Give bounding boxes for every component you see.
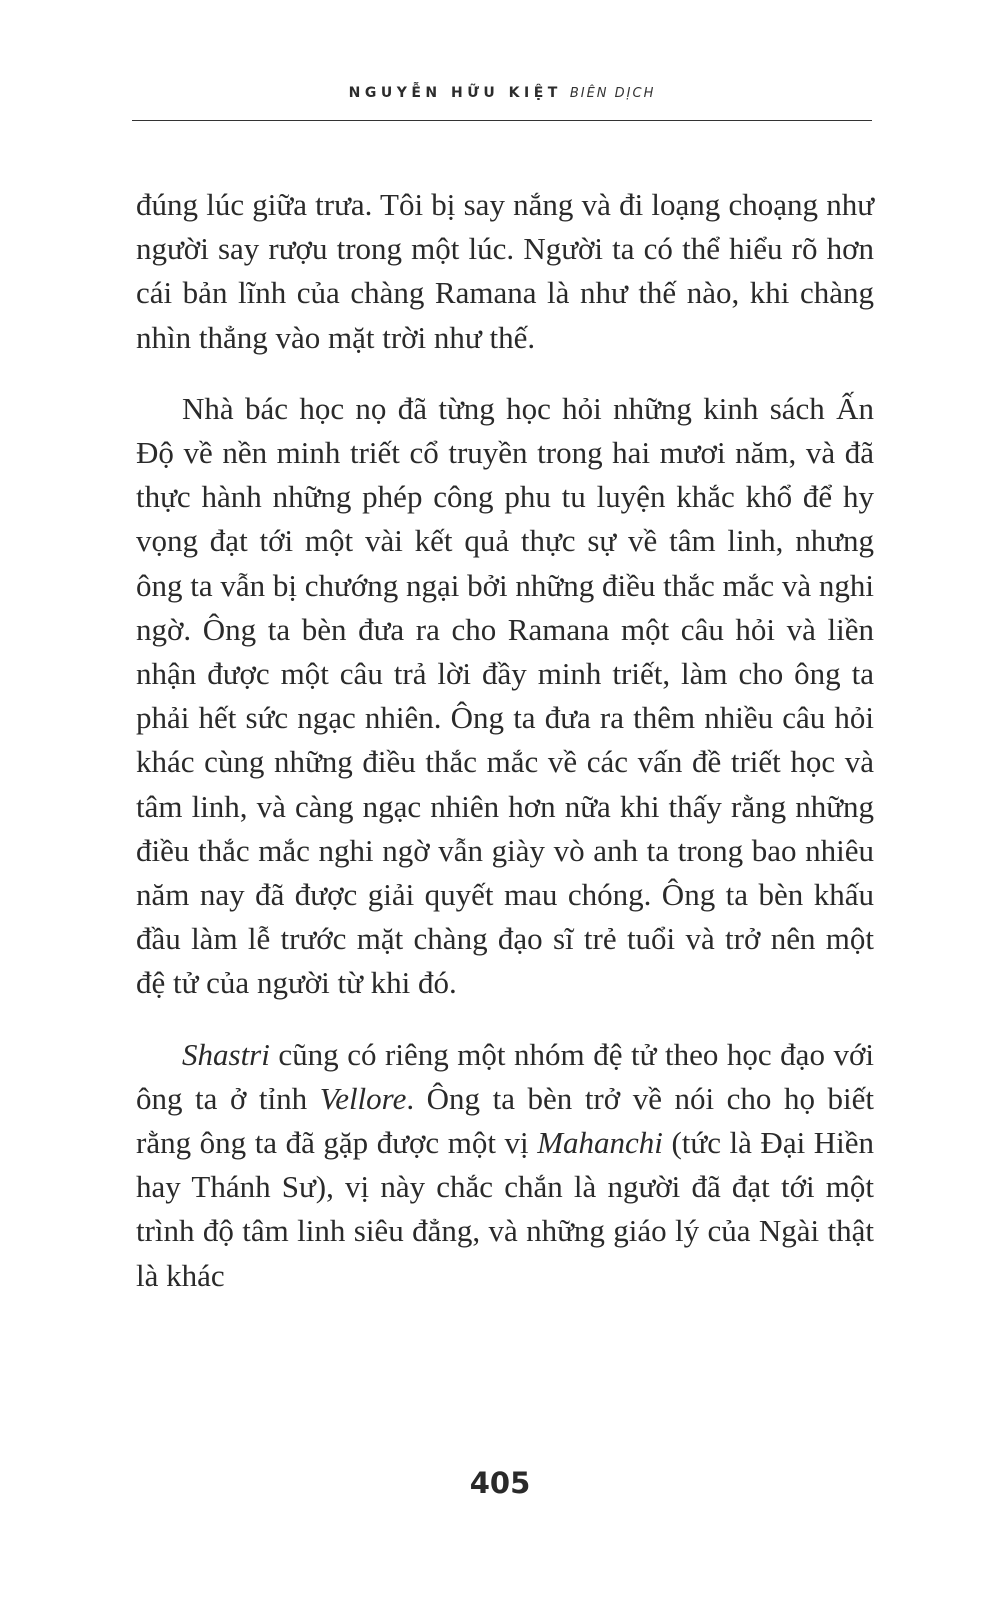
paragraph-1 <box>136 183 874 360</box>
page-number: 405 <box>469 1466 531 1500</box>
paragraph-3-text-b: . Ông ta bèn trở về nói cho họ biết rằng ông ta đã gặp được một vị <box>136 1080 874 1161</box>
header-role: BIÊN DỊCH <box>569 86 656 101</box>
italic-term-vellore: Vellore <box>319 1080 407 1116</box>
paragraph-2-text: Nhà bác học nọ đã từng học hỏi những kinh sách Ấn Độ về nền minh triết cổ truyền trong hai mươi năm, và đã thực hành những phép công phu tu luyện khắc khổ để hy vọng đạt tới một vài kết quả thực sự về tâm linh, nhưng ông ta vẫn bị chướng ngại bởi những điều thắc mắc và nghi ngờ. Ông ta bèn đưa ra cho Ramana một câu hỏi và liền nhận được một câu trả lời đầy minh triết, làm cho ông ta phải hết sức ngạc nhiên. Ông ta đưa ra thêm nhiều câu hỏi khác cùng những điều thắc mắc về các vấn đề triết học và tâm linh, và càng ngạc nhiên hơn nữa khi thấy rằng những điều thắc mắc nghi ngờ vẫn giày vò anh ta trong bao nhiêu năm nay đã được giải quyết mau chóng. Ông ta bèn khấu đầu làm lễ trước mặt chàng đạo sĩ trẻ tuổi và trở nên một đệ tử của người từ khi đó. <box>136 390 874 1001</box>
running-header <box>132 84 872 121</box>
paragraph-3-text-a: cũng có riêng một nhóm đệ tử theo học đạo với ông ta ở tỉnh <box>136 1036 874 1116</box>
paragraph-3 <box>136 1033 874 1298</box>
paragraph-1-text: đúng lúc giữa trưa. Tôi bị say nắng và đi loạng choạng như người say rượu trong một lúc. Người ta có thể hiểu rõ hơn cái bản lĩnh của chàng Ramana là như thế nào, khi chàng nhìn thẳng vào mặt trời như thế. <box>136 187 874 355</box>
italic-term-mahanchi: Mahanchi <box>537 1125 663 1161</box>
paragraph-2 <box>136 387 874 1006</box>
body-text <box>136 183 874 1298</box>
header-author: NGUYỄN HỮU KIỆT <box>348 85 562 101</box>
italic-term-shastri: Shastri <box>182 1036 270 1072</box>
paragraph-3-text-c: (tức là Đại Hiền hay Thánh Sư), vị này chắc chắn là người đã đạt tới một trình độ tâm linh siêu đẳng, và những giáo lý của Ngài thật là khác <box>136 1125 875 1293</box>
